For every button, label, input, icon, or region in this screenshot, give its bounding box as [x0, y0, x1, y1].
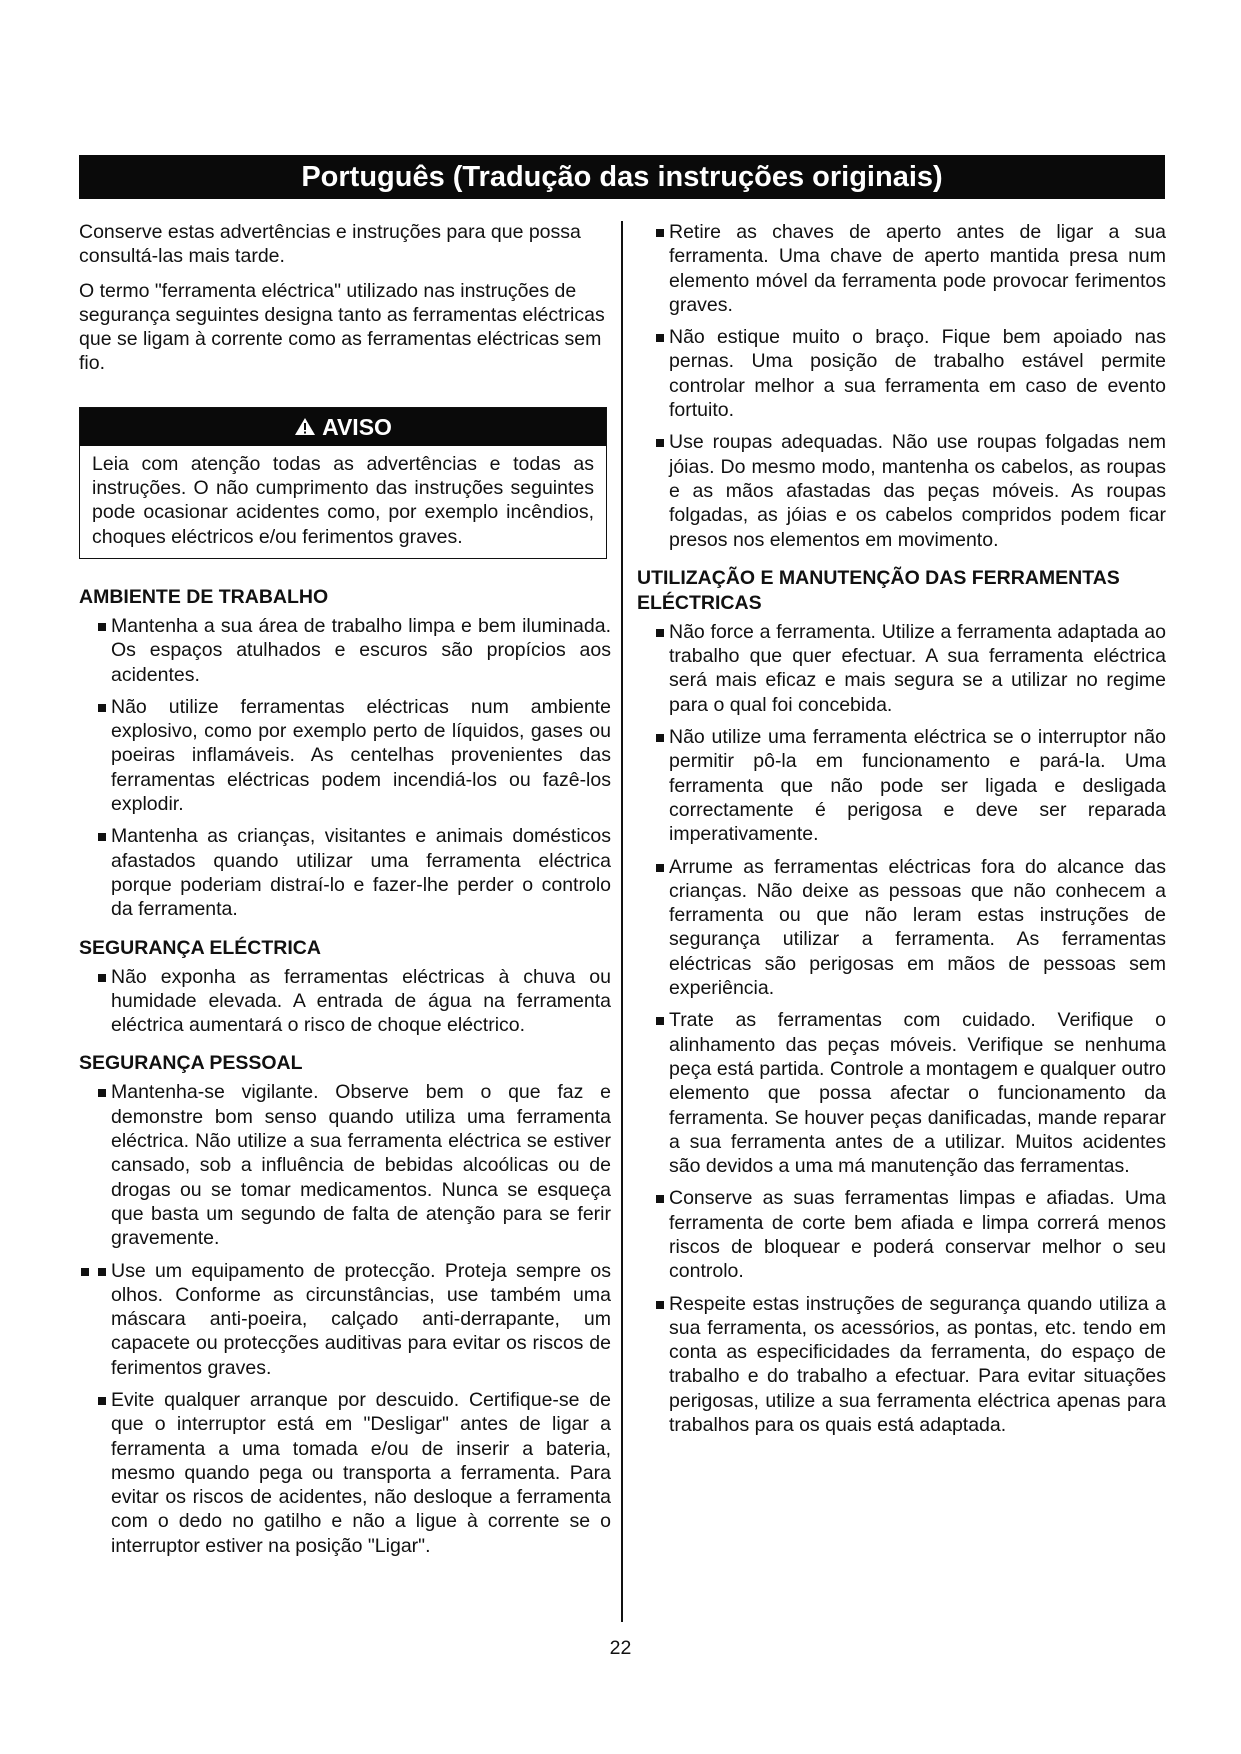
bullet-icon — [656, 629, 664, 637]
section-title: SEGURANÇA ELÉCTRICA — [79, 936, 321, 959]
list-item — [79, 1080, 611, 1250]
list-item-text: Mantenha a sua área de trabalho limpa e bem iluminada. Os espaços atulhados e escuros são propícios aos acidentes. — [111, 614, 611, 686]
list-item — [79, 695, 611, 816]
list-item — [637, 620, 1166, 717]
list-item-text: Mantenha-se vigilante. Observe bem o que faz e demonstre bom senso quando utiliza uma ferramenta eléctrica. Não utilize a sua ferramenta eléctrica se estiver cansado, sob a influência de bebidas alcoólicas ou de drogas ou se tomar medicamentos. Nunca se esqueça que basta um segundo de falta de atenção para se ferir gravemente. — [111, 1081, 611, 1250]
bullet-icon — [98, 704, 106, 712]
list-item-text: Retire as chaves de aperto antes de ligar a sua ferramenta. Uma chave de aperto mantida presa num elemento móvel da ferramenta pode provocar ferimentos graves. — [669, 221, 1166, 316]
list-item-text: Não utilize uma ferramenta eléctrica se o interruptor não permitir pô-la em funcionamento e pará-la. Uma ferramenta que não pode ser ligada e desligada correctamente é perigosa e deve ser reparada imperativamente. — [669, 726, 1166, 846]
bullet-icon — [656, 334, 664, 342]
list-item-text: Use um equipamento de protecção. Proteja sempre os olhos. Conforme as circunstâncias, use também uma máscara anti-poeira, calçado anti-derrapante, um capacete ou protecções auditivas para evitar os riscos de ferimentos graves. — [111, 1259, 611, 1379]
list-item — [637, 430, 1166, 551]
list-item — [79, 1388, 611, 1558]
section-title: SEGURANÇA PESSOAL — [79, 1052, 303, 1075]
list-item-text: Use roupas adequadas. Não use roupas folgadas nem jóias. Do mesmo modo, mantenha os cabelos, as roupas e as mãos afastadas das peças móveis. As roupas folgadas, as jóias e os cabelos compridos podem ficar presos nos elementos em movimento. — [669, 431, 1166, 551]
list-item-text: Mantenha as crianças, visitantes e animais domésticos afastados quando utilizar uma ferramenta eléctrica porque poderiam distraí-lo e fazer-lhe perder o controlo da ferramenta. — [111, 825, 611, 921]
column-divider — [621, 221, 623, 1622]
bullet-icon — [98, 1268, 106, 1276]
list-item — [79, 824, 611, 921]
bullet-icon — [656, 229, 664, 237]
bullet-icon — [98, 833, 106, 841]
list-item — [637, 725, 1166, 846]
list-item-text: Não force a ferramenta. Utilize a ferramenta adaptada ao trabalho que quer efectuar. A sua ferramenta eléctrica será mais eficaz e mais segura se a utilizar no regime para o qual foi concebida. — [669, 620, 1166, 716]
bullet-icon — [98, 1089, 106, 1097]
section-title: AMBIENTE DE TRABALHO — [79, 585, 329, 608]
list-item-text: Não exponha as ferramentas eléctricas à chuva ou humidade elevada. A entrada de água na ferramenta eléctrica aumentará o risco de choque eléctrico. — [111, 965, 611, 1037]
list-item — [637, 1292, 1166, 1438]
list-item — [637, 855, 1166, 1001]
intro-paragraph: O termo "ferramenta eléctrica" utilizado nas instruções de segurança seguintes designa tanto as ferramentas eléctricas que se ligam à corrente como as ferramentas eléctricas sem fio. — [79, 279, 605, 375]
bullet-icon — [81, 1268, 89, 1276]
list-item — [79, 1259, 611, 1380]
list-item-text: Respeite estas instruções de segurança quando utiliza a sua ferramenta, os acessórios, as pontas, etc. tendo em conta as especificidades da ferramenta, do espaço de trabalho e do trabalho a efectuar. Para evitar situações perigosas, utilize a sua ferramenta eléctrica apenas para trabalhos para os quais está adaptada. — [669, 1292, 1166, 1437]
list-item-text: Trate as ferramentas com cuidado. Verifique o alinhamento das peças móveis. Verifique se nenhuma peça está partida. Controle a montagem e qualquer outro elemento que possa afectar o funcionamento da ferramenta. Se houver peças danificadas, mande reparar a sua ferramenta antes de a utilizar. Muitos acidentes são devidos a uma má manutenção das ferramentas. — [669, 1009, 1166, 1178]
page-title-banner — [79, 155, 1165, 199]
section-title: UTILIZAÇÃO E MANUTENÇÃO DAS FERRAMENTAS ELÉCTRICAS — [637, 566, 1120, 614]
list-item-text: Evite qualquer arranque por descuido. Certifique-se de que o interruptor está em "Desligar" antes de ligar a ferramenta a uma tomada e/ou de inserir a bateria, mesmo quando pega ou transporta a ferramenta. Para evitar os riscos de acidentes, não desloque a ferramenta com o dedo no gatilho e não a ligue à corrente se o interruptor estiver na posição "Ligar". — [111, 1388, 611, 1557]
bullet-icon — [98, 974, 106, 982]
warning-triangle-icon — [294, 417, 316, 436]
list-item — [637, 1008, 1166, 1178]
list-item — [637, 1186, 1166, 1283]
left-column — [79, 220, 611, 1572]
section-personal-safety — [79, 1051, 611, 1558]
warning-text: Leia com atenção todas as advertências e todas as instruções. O não cumprimento das instruções seguintes pode ocasionar acidentes como, por exemplo incêndios, choques eléctricos e/ou ferimentos graves. — [92, 452, 594, 548]
list-item — [79, 614, 611, 687]
bullet-icon — [656, 1301, 664, 1309]
bullet-icon — [656, 1017, 664, 1025]
warning-header — [80, 408, 606, 446]
page-number: 22 — [609, 1637, 632, 1659]
list-item — [637, 325, 1166, 422]
page-title: Português (Tradução das instruções originais) — [301, 160, 943, 193]
list-item-text: Arrume as ferramentas eléctricas fora do alcance das crianças. Não deixe as pessoas que não conhecem a ferramenta ou que não leram estas instruções de segurança utilizar a ferramenta. As ferramentas eléctricas são perigosas em mãos de pessoas sem experiência. — [669, 855, 1166, 1000]
intro — [79, 220, 611, 376]
bullet-icon — [656, 734, 664, 742]
bullet-icon — [656, 439, 664, 447]
section-work-area — [79, 585, 611, 922]
section-tool-use-maintenance — [637, 566, 1166, 1438]
list-item-text: Conserve as suas ferramentas limpas e afiadas. Uma ferramenta de corte bem afiada e limpa correrá menos riscos de bloquear e poderá conservar melhor o seu controlo. — [669, 1187, 1166, 1283]
warning-title: AVISO — [322, 413, 392, 440]
bullet-icon — [98, 623, 106, 631]
list-item-text: Não estique muito o braço. Fique bem apoiado nas pernas. Uma posição de trabalho estável permite controlar melhor a sua ferramenta em caso de evento fortuito. — [669, 326, 1166, 422]
right-column — [637, 220, 1166, 1451]
warning-box — [79, 407, 607, 559]
list-item — [79, 965, 611, 1038]
list-item — [637, 220, 1166, 317]
bullet-icon — [656, 864, 664, 872]
section-electrical-safety — [79, 936, 611, 1038]
intro-paragraph: Conserve estas advertências e instruções para que possa consultá-las mais tarde. — [79, 221, 581, 268]
bullet-icon — [98, 1397, 106, 1405]
bullet-icon — [656, 1195, 664, 1203]
list-item-text: Não utilize ferramentas eléctricas num ambiente explosivo, como por exemplo perto de líquidos, gases ou poeiras inflamáveis. As centelhas provenientes das ferramentas eléctricas podem incendiá-los ou fazê-los explodir. — [111, 695, 611, 816]
